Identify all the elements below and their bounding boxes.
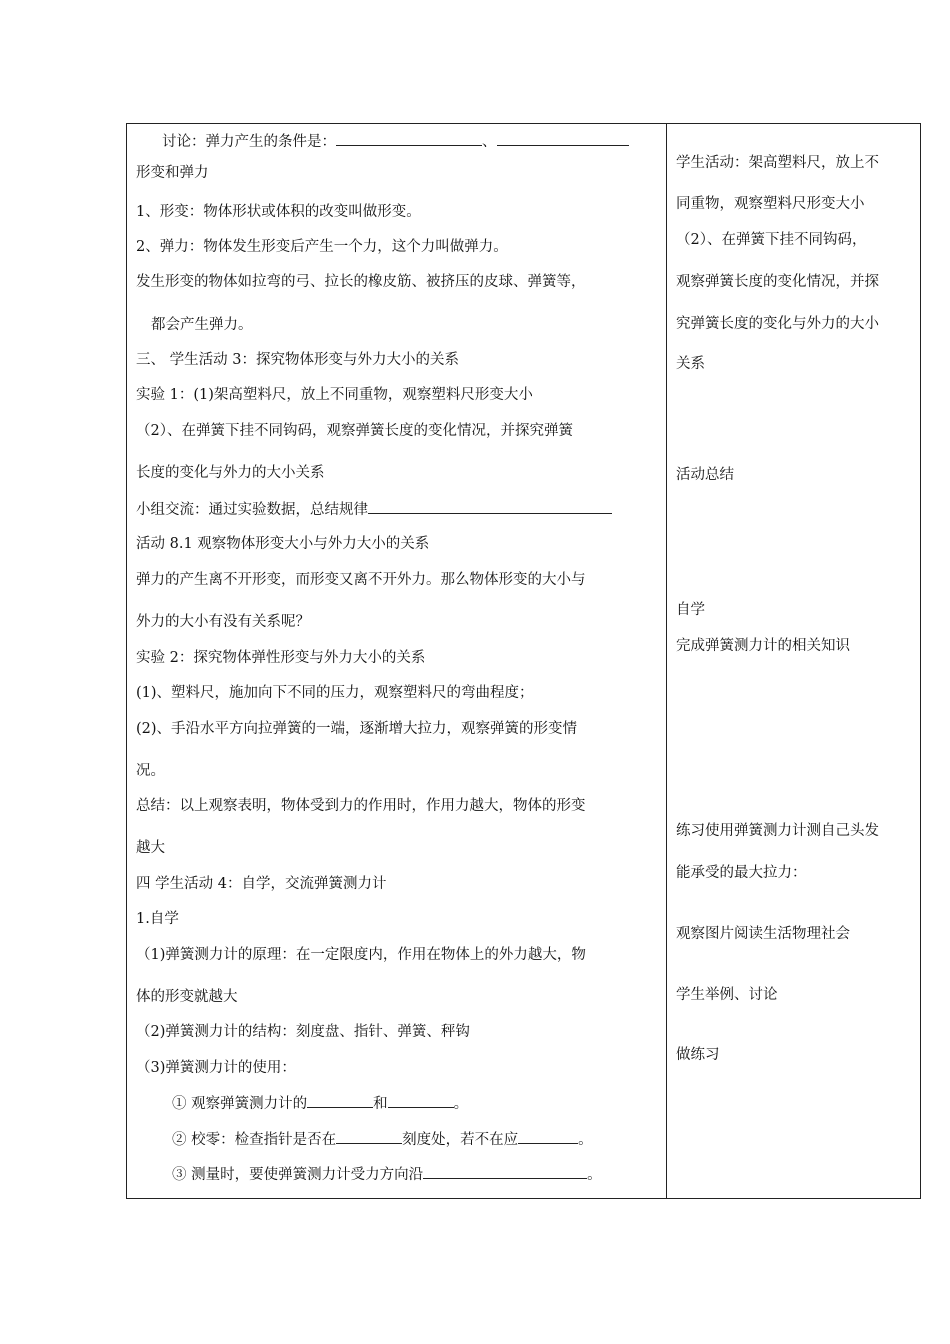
paragraph-a-line1: 发生形变的物体如拉弯的弓、拉长的橡皮筋、被挤压的皮球、弹簧等， [136, 274, 586, 290]
discussion-separator: 、 [482, 134, 497, 150]
blank-zero-mark[interactable] [336, 1129, 402, 1144]
right-note-3: （2）、在弹簧下挂不同钩码， [676, 232, 867, 248]
right-note-practice-1: 练习使用弹簧测力计测自己头发 [676, 823, 879, 839]
experiment-2: 实验 2：探究物体弹性形变与外力大小的关系 [136, 650, 426, 666]
right-note-activity-summary: 活动总结 [676, 467, 734, 483]
blank-condition-2[interactable] [497, 131, 629, 146]
right-note-1: 学生活动：架高塑料尺，放上不 [676, 155, 879, 171]
section-4-heading: 四 学生活动 4：自学，交流弹簧测力计 [136, 876, 387, 892]
right-note-6: 关系 [676, 356, 705, 372]
usage-step-1-text: ① 观察弹簧测力计的 [172, 1096, 308, 1112]
item-elastic-force: 2、弹力：物体发生形变后产生一个力，这个力叫做弹力。 [136, 239, 508, 255]
right-note-practice-2: 能承受的最大拉力： [676, 865, 807, 881]
group-discussion-label: 小组交流：通过实验数据，总结规律 [136, 502, 368, 518]
usage-step-1-end: 。 [453, 1096, 469, 1112]
usage-step-3 [172, 1164, 602, 1185]
group-discussion-line [136, 499, 612, 520]
experiment-2-step2-line2: 况。 [136, 763, 165, 779]
summary-line2: 越大 [136, 840, 165, 856]
usage-step-3-text: ③ 测量时，要使弹簧测力计受力方向沿 [172, 1167, 424, 1183]
principle-line2: 体的形变就越大 [136, 989, 238, 1005]
usage-step-1 [172, 1093, 468, 1114]
usage-heading: （3)弹簧测力计的使用： [136, 1060, 296, 1076]
right-note-5: 究弹簧长度的变化与外力的大小 [676, 316, 879, 332]
right-note-exercise: 做练习 [676, 1047, 720, 1063]
experiment-1b-line2: 长度的变化与外力的大小关系 [136, 465, 325, 481]
experiment-2-step2-line1: (2)、手沿水平方向拉弹簧的一端，逐渐增大拉力，观察弹簧的形变情 [136, 721, 578, 737]
self-study-heading: 1.自学 [136, 911, 179, 927]
summary-line1: 总结：以上观察表明，物体受到力的作用时，作用力越大，物体的形变 [136, 798, 586, 814]
usage-step-2-text: ② 校零：检查指针是否在 [172, 1132, 337, 1148]
usage-step-1-and: 和 [373, 1096, 388, 1112]
paragraph-a-line2: 都会产生弹力。 [151, 317, 253, 333]
right-note-2: 同重物，观察塑料尺形变大小 [676, 196, 865, 212]
activity-8-1: 活动 8.1 观察物体形变大小与外力大小的关系 [136, 536, 430, 552]
usage-step-3-end: 。 [587, 1167, 602, 1183]
usage-step-2 [172, 1129, 593, 1150]
usage-step-2-mid: 刻度处，若不在应 [402, 1132, 519, 1148]
item-deformation: 1、形变：物体形状或体积的改变叫做形变。 [136, 204, 421, 220]
paragraph-b-line1: 弹力的产生离不开形变，而形变又离不开外力。那么物体形变的大小与 [136, 572, 586, 588]
discussion-line [162, 131, 629, 152]
section-3-heading: 三、 学生活动 3：探究物体形变与外力大小的关系 [136, 352, 459, 368]
right-note-examples: 学生举例、讨论 [676, 987, 778, 1003]
experiment-1b-line1: （2）、在弹簧下挂不同钩码，观察弹簧长度的变化情况，并探究弹簧 [136, 423, 573, 439]
section-heading: 形变和弹力 [136, 165, 209, 181]
right-note-observe: 观察图片阅读生活物理社会 [676, 926, 850, 942]
structure-line: （2)弹簧测力计的结构：刻度盘、指针、弹簧、秤钩 [136, 1024, 470, 1040]
blank-rule[interactable] [368, 499, 612, 514]
experiment-1: 实验 1：(1)架高塑料尺，放上不同重物，观察塑料尺形变大小 [136, 387, 533, 403]
blank-condition-1[interactable] [336, 131, 482, 146]
principle-line1: （1)弹簧测力计的原理：在一定限度内，作用在物体上的外力越大，物 [136, 947, 586, 963]
experiment-2-step1: (1)、塑料尺，施加向下不同的压力，观察塑料尺的弯曲程度； [136, 685, 534, 701]
usage-step-2-end: 。 [578, 1132, 593, 1148]
lesson-table [126, 123, 921, 1199]
paragraph-b-line2: 外力的大小有没有关系呢？ [136, 614, 310, 630]
blank-range[interactable] [307, 1093, 373, 1108]
blank-adjust[interactable] [518, 1129, 578, 1144]
discussion-label: 讨论：弹力产生的条件是： [162, 134, 336, 150]
blank-direction[interactable] [423, 1164, 587, 1179]
right-note-self-study: 自学 [676, 602, 705, 618]
right-note-4: 观察弹簧长度的变化情况，并探 [676, 274, 879, 290]
blank-division[interactable] [388, 1093, 454, 1108]
column-divider [666, 124, 667, 1198]
right-note-complete-knowledge: 完成弹簧测力计的相关知识 [676, 638, 850, 654]
